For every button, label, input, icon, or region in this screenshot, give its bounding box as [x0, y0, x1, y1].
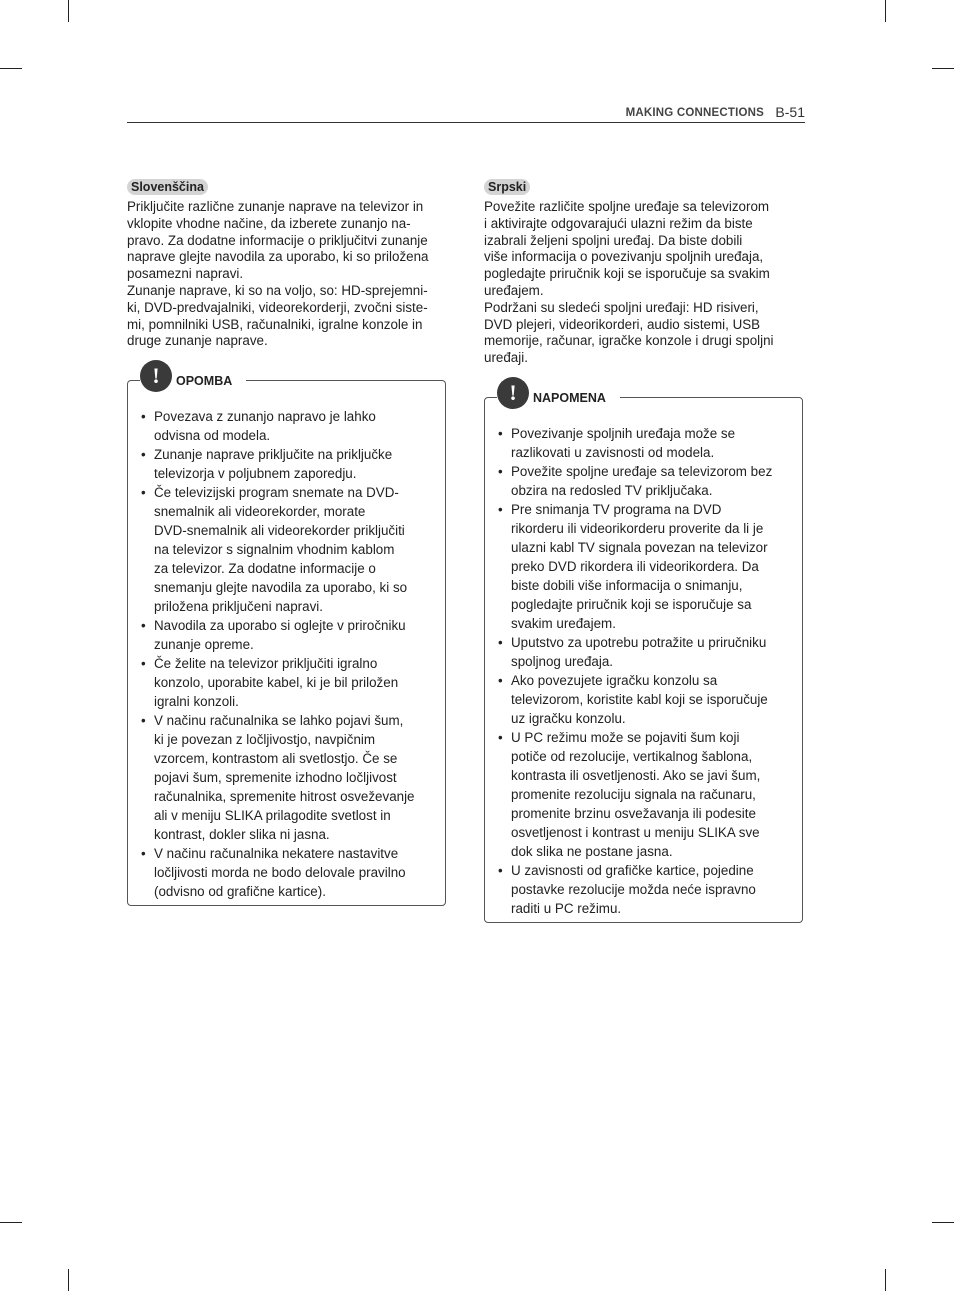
list-item-text: U PC režimu može se pojaviti šum koji potiče od rezolucije, vertikalnog šablona, kontrasta ili osvetljenosti. Ako se javi šum, promenite rezoluciju signala na računaru, promenite brzinu osvežavanja ili podesite osvetljenost i kontrast u meniju SLIKA sve dok slika ne postane jasna.	[511, 729, 761, 859]
note-list	[493, 424, 792, 918]
note-list	[136, 407, 435, 901]
page-header	[127, 104, 805, 123]
bullet-icon: •	[498, 862, 503, 878]
list-item-text: V načinu računalnika se lahko pojavi šum, ki je povezan z ločljivostjo, navpičnim vzorcem, kontrastom ali svetlostjo. Če se pojavi šum, spremenite izhodno ločljivost računalnika, spremenite hitrost osveževanje ali v meniju SLIKA prilagodite svetlost in kontrast, dokler slika ni jasna.	[154, 713, 415, 843]
list-item-text: Zunanje naprave priključite na priključke televizorja v poljubnem zaporedju.	[154, 447, 393, 482]
note-box	[484, 379, 803, 923]
bullet-icon: •	[141, 409, 146, 425]
list-item	[136, 445, 435, 483]
bullet-icon: •	[141, 618, 146, 634]
list-item	[493, 500, 792, 633]
column-slovenian	[127, 178, 449, 906]
list-item-text: Povezivanje spoljnih uređaja može se razlikovati u zavisnosti od modela.	[511, 425, 736, 460]
language-label: Slovenščina	[127, 179, 208, 195]
language-label: Srpski	[484, 179, 530, 195]
list-item-text: U zavisnosti od grafičke kartice, pojedine postavke rezolucije možda neće ispravno raditi u PC režimu.	[511, 862, 756, 916]
crop-mark	[932, 68, 954, 69]
list-item-text: Uputstvo za upotrebu potražite u priručniku spoljnog uređaja.	[511, 634, 767, 669]
list-item-text: Ako povezujete igračku konzolu sa televizorom, koristite kabl koji se isporučuje uz igračku konzolu.	[511, 672, 768, 726]
bullet-icon: •	[141, 846, 146, 862]
list-item	[136, 616, 435, 654]
list-item	[136, 844, 435, 901]
bullet-icon: •	[498, 501, 503, 517]
intro-paragraph: Priključite različne zunanje naprave na televizor in vklopite vhodne načine, da izberete zunanjo na- pravo. Za dodatne informacije o priključitvi zunanje naprave glejte navodila za uporabo, ki so priložena posamezni napravi. Zunanje naprave, ki so na voljo, so: HD-sprejemni- ki, DVD-predvajalniki, videorekorderji, zvočni siste- mi, pomnilniki USB, računalniki, igralne konzole in druge zunanje naprave.	[127, 199, 429, 349]
crop-mark	[68, 1269, 69, 1291]
list-item	[136, 407, 435, 445]
list-item	[493, 462, 792, 500]
section-title: MAKING CONNECTIONS	[625, 107, 764, 119]
list-item-text: Povezava z zunanjo napravo je lahko odvisna od modela.	[154, 409, 376, 444]
list-item-text: Pre snimanja TV programa na DVD rikorderu ili videorikorderu proverite da li je ulazni kabl TV signala povezan na televizor preko DVD rikordera ili videorikordera. Da biste dobili više informacija o snimanju, pogledajte priručnik koji se isporučuje sa svakim uređajem.	[511, 501, 768, 631]
list-item-text: Če televizijski program snemate na DVD- snemalnik ali videorekorder, morate DVD-snemalnik ali videorekorder priključiti na televizor s signalnim vhodnim kablom za televizor. Za dodatne informacije o snemanju glejte navodila za uporabo, ki so priložena priključeni napravi.	[154, 485, 408, 615]
list-item	[136, 483, 435, 616]
intro-paragraph: Povežite različite spoljne uređaje sa televizorom i aktivirajte odgovarajući ulazni režim da biste izabrali željeni spoljni uređaj. Da biste dobili više informacija o povezivanju spoljnih uređaja, pogledajte priručnik koji se isporučuje sa svakim uređajem. Podržani su sledeći spoljni uređaji: HD risiveri, DVD plejeri, videorikorderi, audio sistemi, USB memorije, računar, igračke konzole i drugi spoljni uređaji.	[484, 199, 774, 366]
crop-mark	[885, 1269, 886, 1291]
note-box	[127, 363, 446, 906]
note-header	[140, 360, 246, 392]
exclamation-icon: !	[497, 377, 529, 409]
page-number: B-51	[775, 104, 805, 120]
crop-mark	[68, 0, 69, 22]
note-title: NAPOMENA	[533, 390, 606, 405]
bullet-icon: •	[498, 634, 503, 650]
crop-mark	[0, 68, 22, 69]
list-item-text: V načinu računalnika nekatere nastavitve ločljivosti morda ne bodo delovale pravilno (odvisno od grafične kartice).	[154, 846, 406, 900]
crop-mark	[885, 0, 886, 22]
column-serbian	[484, 178, 806, 923]
bullet-icon: •	[498, 463, 503, 479]
list-item-text: Če želite na televizor priključiti igralno konzolo, uporabite kabel, ki je bil priložen igralni konzoli.	[154, 656, 399, 710]
list-item	[493, 671, 792, 728]
exclamation-icon: !	[140, 360, 172, 392]
list-item-text: Navodila za uporabo si oglejte v priročniku zunanje opreme.	[154, 618, 406, 653]
list-item	[136, 654, 435, 711]
bullet-icon: •	[141, 656, 146, 672]
bullet-icon: •	[141, 485, 146, 501]
bullet-icon: •	[141, 447, 146, 463]
bullet-icon: •	[498, 425, 503, 441]
note-header	[497, 377, 620, 409]
list-item	[493, 861, 792, 918]
bullet-icon: •	[141, 713, 146, 729]
list-item-text: Povežite spoljne uređaje sa televizorom bez obzira na redosled TV priključaka.	[511, 463, 773, 498]
note-title: OPOMBA	[176, 374, 233, 389]
list-item	[493, 633, 792, 671]
bullet-icon: •	[498, 729, 503, 745]
crop-mark	[932, 1222, 954, 1223]
list-item	[136, 711, 435, 844]
list-item	[493, 728, 792, 861]
list-item	[493, 424, 792, 462]
crop-mark	[0, 1222, 22, 1223]
bullet-icon: •	[498, 672, 503, 688]
